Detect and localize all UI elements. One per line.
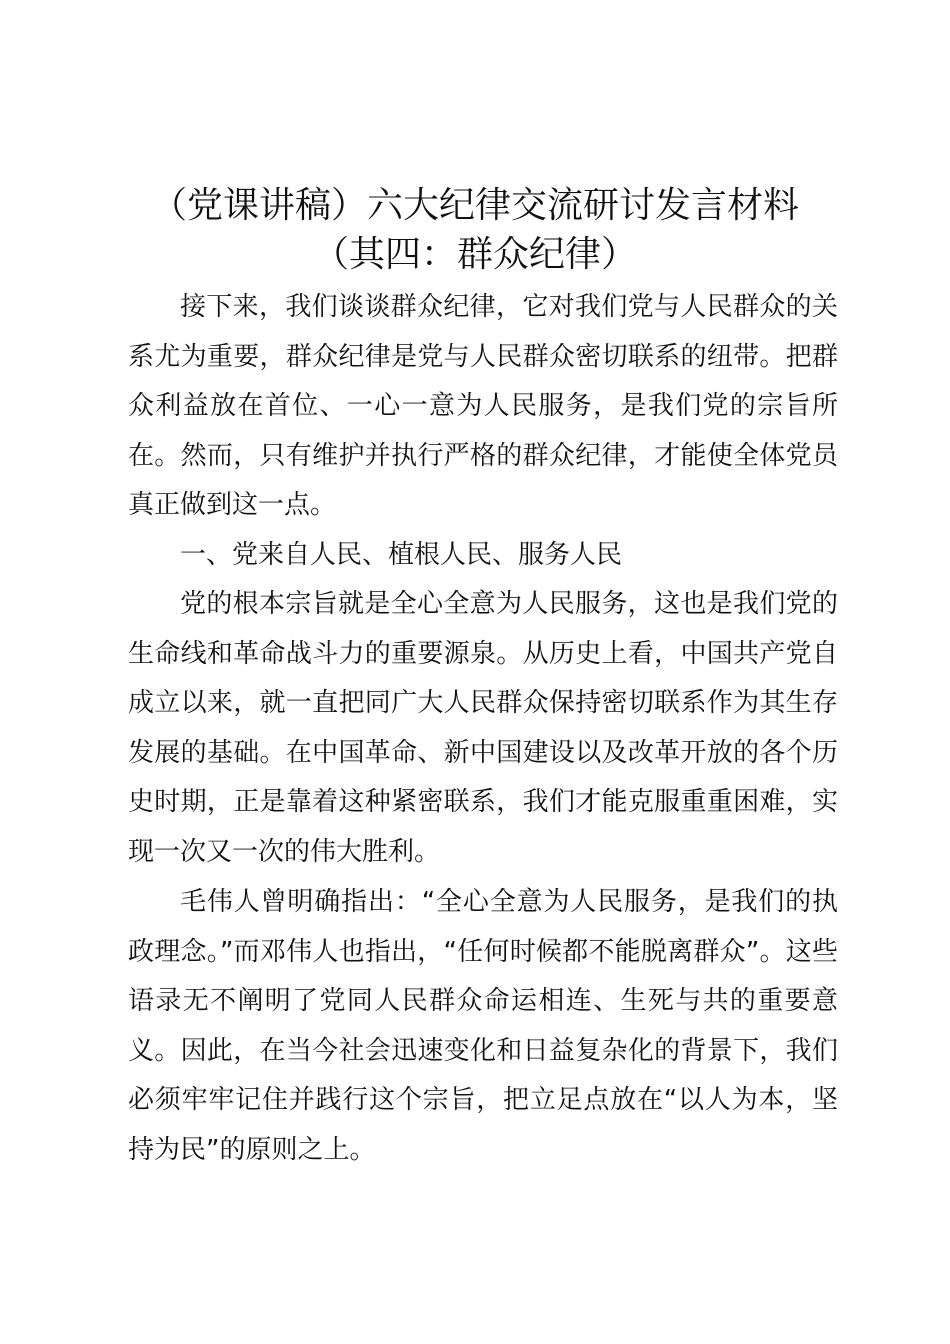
section-heading-1: 一、党来自人民、植根人民、服务人民 — [180, 540, 623, 570]
paragraph-quotes: 毛伟人曾明确指出：“全心全意为人民服务，是我们的执政理念。”而邓伟人也指出，“任何时候都不能脱离群众”。这些语录无不阐明了党同人民群众命运相连、生死与共的重要意义。因此，在当今社会迅速变化和日益复杂化的背景下，我们必须牢牢记住并践行这个宗旨，把立足点放在“以人为本，坚持为民”的原则之上。 — [128, 887, 838, 1165]
paragraph-party-purpose: 党的根本宗旨就是全心全意为人民服务，这也是我们党的生命线和革命战斗力的重要源泉。从历史上看，中国共产党自成立以来，就一直把同广大人民群众保持密切联系作为其生存发展的基础。在中国革命、新中国建设以及改革开放的各个历史时期，正是靠着这种紧密联系，我们才能克服重重困难，实现一次又一次的伟大胜利。 — [128, 589, 838, 867]
document-title-line2: （其四：群众纪律） — [312, 234, 637, 275]
paragraph-intro: 接下来，我们谈谈群众纪律，它对我们党与人民群众的关系尤为重要，群众纪律是党与人民群众密切联系的纽带。把群众利益放在首位、一心一意为人民服务，是我们党的宗旨所在。然而，只有维护并执行严格的群众纪律，才能使全体党员真正做到这一点。 — [128, 292, 838, 520]
document-title-line1: （党课讲稿）六大纪律交流研讨发言材料 — [150, 185, 799, 226]
